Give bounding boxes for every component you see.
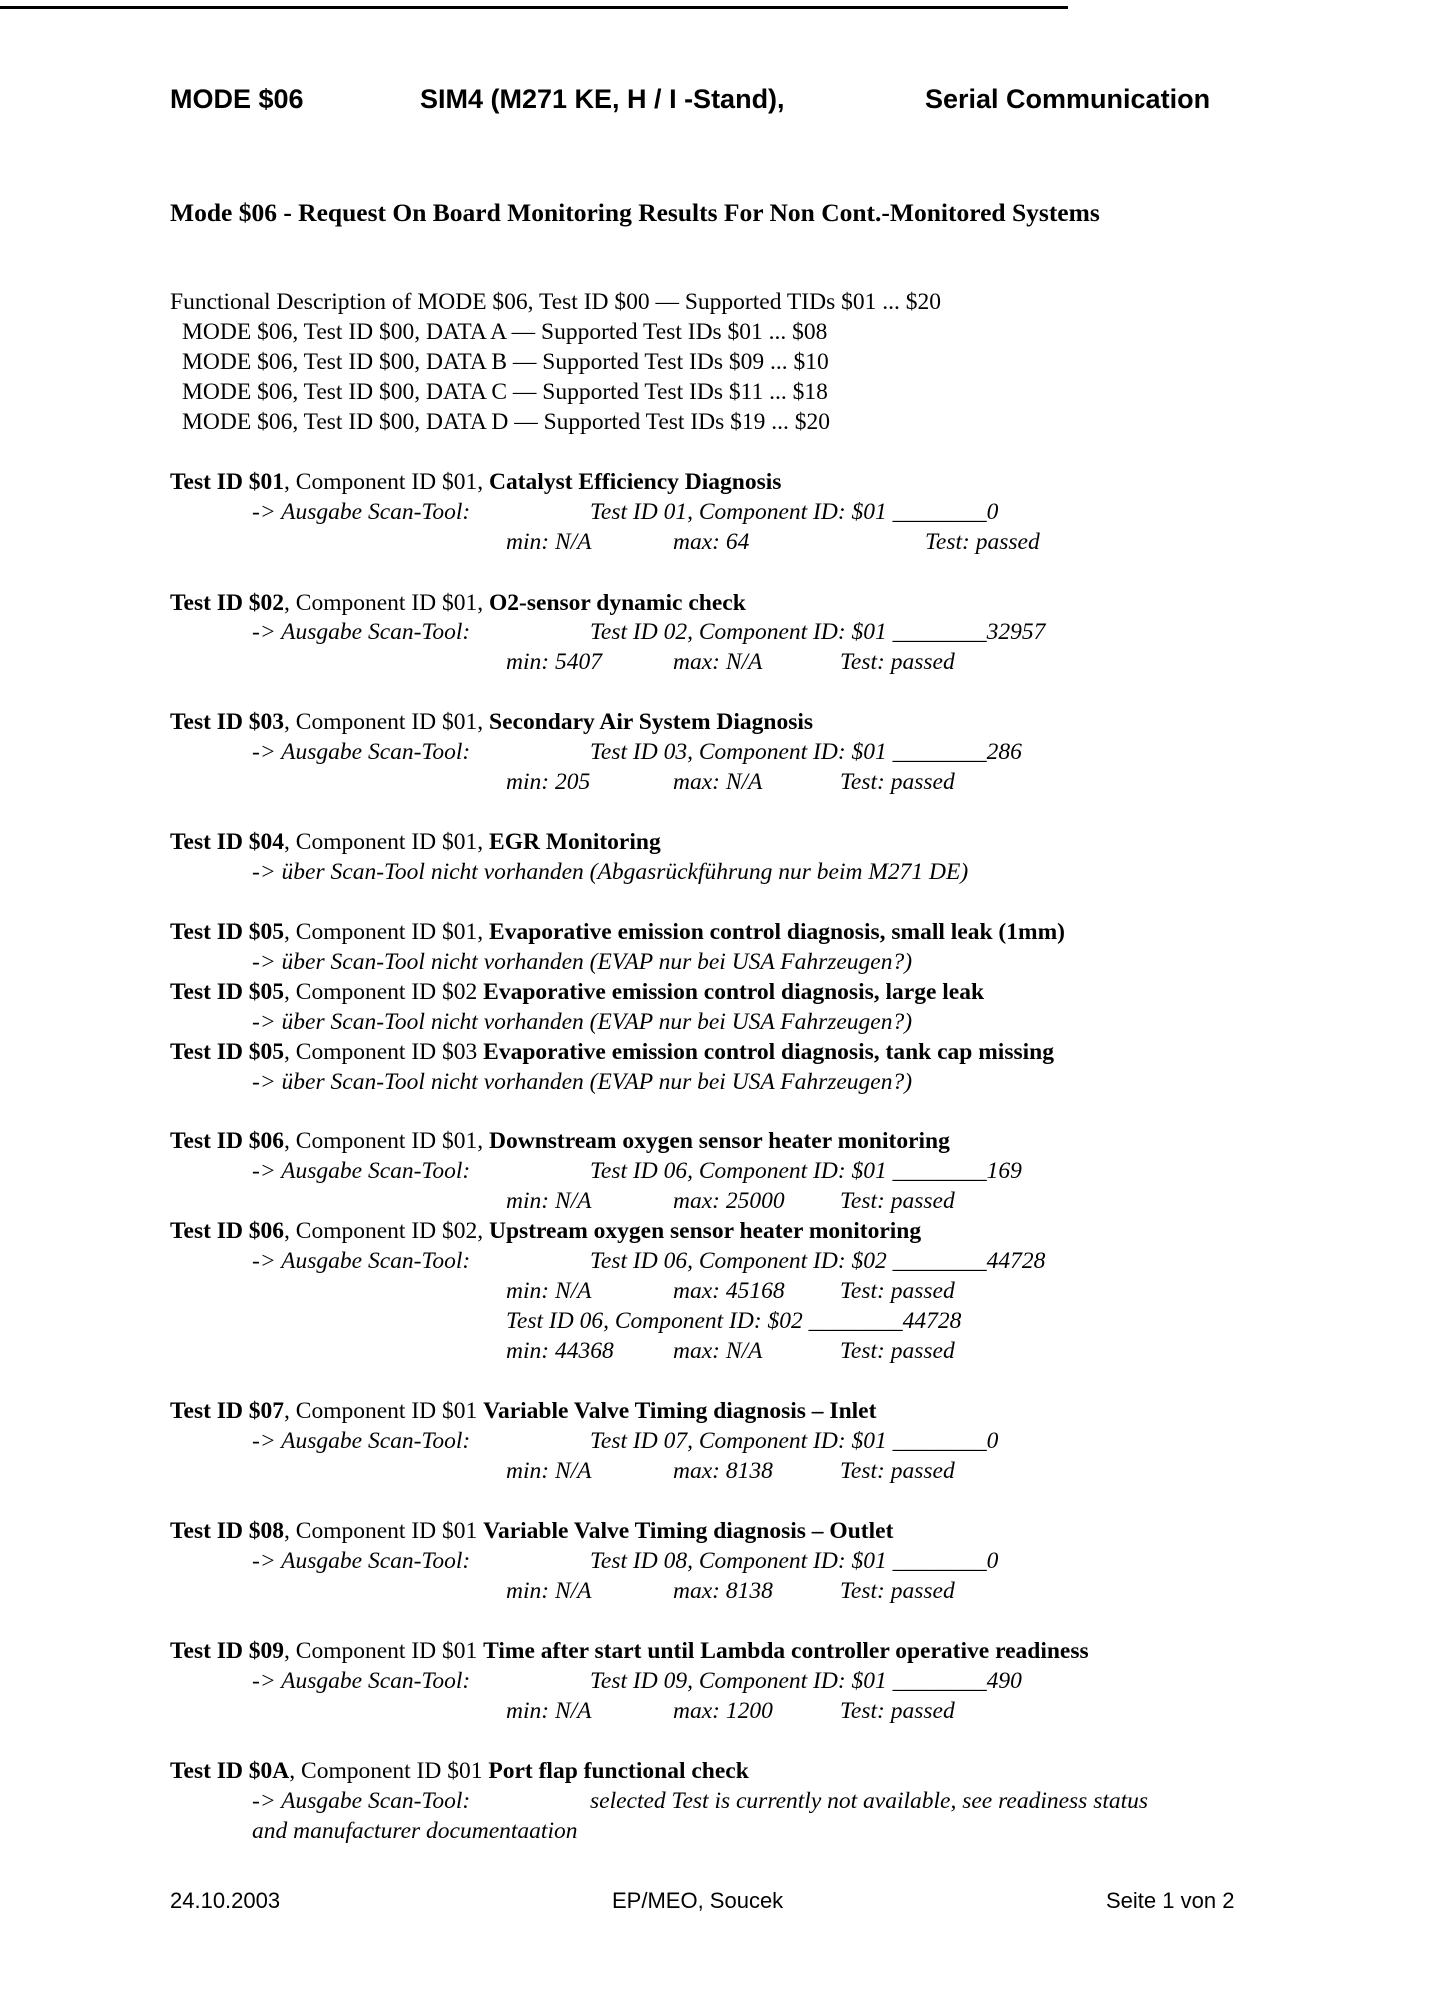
max-value: max: 64 [673, 529, 750, 555]
min-value: min: N/A [506, 529, 592, 555]
min-value: min: N/A [506, 1458, 592, 1484]
functional-line: MODE $06, Test ID $00, DATA D — Supported Test IDs $19 ... $20 [182, 409, 831, 435]
test-result: Test: passed [840, 1338, 955, 1364]
max-value: max: 1200 [673, 1698, 773, 1724]
footer-date: 24.10.2003 [170, 1888, 281, 1913]
scan-tool-output-continued: and manufacturer documentaation [252, 1818, 578, 1844]
test-heading: Test ID $06, Component ID $02, Upstream oxygen sensor heater monitoring [170, 1218, 922, 1244]
scan-tool-output: Test ID 01, Component ID: $01 ________0 [590, 499, 999, 525]
scan-tool-label: -> Ausgabe Scan-Tool: [252, 619, 471, 645]
min-value: min: N/A [506, 1188, 592, 1214]
test-result: Test: passed [840, 769, 955, 795]
min-value: min: N/A [506, 1578, 592, 1604]
test-heading: Test ID $0A, Component ID $01 Port flap functional check [170, 1758, 749, 1784]
scan-tool-output: Test ID 08, Component ID: $01 ________0 [590, 1548, 999, 1574]
scan-tool-label: -> Ausgabe Scan-Tool: [252, 1548, 471, 1574]
scan-tool-output: Test ID 06, Component ID: $02 ________44728 [506, 1308, 962, 1334]
max-value: max: 8138 [673, 1458, 773, 1484]
scan-tool-output: Test ID 06, Component ID: $02 ________44728 [590, 1248, 1046, 1274]
scan-tool-output: selected Test is currently not available, see readiness status [590, 1788, 1149, 1814]
test-result: Test: passed [840, 1188, 955, 1214]
min-value: min: 5407 [506, 649, 602, 675]
scan-tool-label: -> Ausgabe Scan-Tool: [252, 739, 471, 765]
test-result: Test: passed [840, 1698, 955, 1724]
test-result: Test: passed [840, 1278, 955, 1304]
footer-author: EP/MEO, Soucek [612, 1888, 784, 1913]
max-value: max: 45168 [673, 1278, 785, 1304]
scan-tool-output: Test ID 02, Component ID: $01 ________32957 [590, 619, 1046, 645]
functional-line: MODE $06, Test ID $00, DATA A — Supported Test IDs $01 ... $08 [182, 319, 828, 345]
min-value: min: 205 [506, 769, 591, 795]
test-heading: Test ID $01, Component ID $01, Catalyst Efficiency Diagnosis [170, 469, 782, 495]
header-mode: MODE $06 [170, 84, 304, 114]
scan-tool-label: -> Ausgabe Scan-Tool: [252, 1158, 471, 1184]
test-heading: Test ID $02, Component ID $01, O2-sensor dynamic check [170, 590, 746, 616]
test-heading: Test ID $09, Component ID $01 Time after start until Lambda controller operative readiness [170, 1638, 1089, 1664]
scan-tool-label: -> Ausgabe Scan-Tool: [252, 1428, 471, 1454]
test-result: Test: passed [840, 1578, 955, 1604]
max-value: max: 25000 [673, 1188, 785, 1214]
test-note: -> über Scan-Tool nicht vorhanden (Abgasrückführung nur beim M271 DE) [252, 859, 969, 885]
min-value: min: N/A [506, 1698, 592, 1724]
scan-tool-output: Test ID 03, Component ID: $01 ________286 [590, 739, 1022, 765]
test-heading: Test ID $05, Component ID $01, Evaporative emission control diagnosis, small leak (1mm) [170, 919, 1065, 945]
header-topic: Serial Communication [925, 84, 1211, 114]
functional-line: MODE $06, Test ID $00, DATA C — Supported Test IDs $11 ... $18 [182, 379, 828, 405]
scan-tool-label: -> Ausgabe Scan-Tool: [252, 1788, 471, 1814]
test-heading: Test ID $03, Component ID $01, Secondary Air System Diagnosis [170, 709, 814, 735]
top-rule [0, 6, 1068, 9]
max-value: max: N/A [673, 1338, 763, 1364]
test-note: -> über Scan-Tool nicht vorhanden (EVAP nur bei USA Fahrzeugen?) [252, 1009, 913, 1035]
functional-main: Functional Description of MODE $06, Test ID $00 — Supported TIDs $01 ... $20 [170, 289, 941, 315]
min-value: min: 44368 [506, 1338, 614, 1364]
max-value: max: N/A [673, 769, 763, 795]
header-system: SIM4 (M271 KE, H / I -Stand), [420, 84, 785, 114]
max-value: max: N/A [673, 649, 763, 675]
test-heading: Test ID $05, Component ID $03 Evaporative emission control diagnosis, tank cap missing [170, 1039, 1054, 1065]
test-note: -> über Scan-Tool nicht vorhanden (EVAP nur bei USA Fahrzeugen?) [252, 949, 913, 975]
scan-tool-label: -> Ausgabe Scan-Tool: [252, 1668, 471, 1694]
test-heading: Test ID $05, Component ID $02 Evaporative emission control diagnosis, large leak [170, 979, 985, 1005]
test-heading: Test ID $04, Component ID $01, EGR Monitoring [170, 829, 661, 855]
footer-page: Seite 1 von 2 [1106, 1888, 1235, 1913]
test-result: Test: passed [925, 529, 1040, 555]
test-heading: Test ID $06, Component ID $01, Downstream oxygen sensor heater monitoring [170, 1128, 950, 1154]
test-heading: Test ID $08, Component ID $01 Variable Valve Timing diagnosis – Outlet [170, 1518, 894, 1544]
test-result: Test: passed [840, 1458, 955, 1484]
test-result: Test: passed [840, 649, 955, 675]
test-note: -> über Scan-Tool nicht vorhanden (EVAP nur bei USA Fahrzeugen?) [252, 1069, 913, 1095]
test-heading: Test ID $07, Component ID $01 Variable Valve Timing diagnosis – Inlet [170, 1398, 877, 1424]
scan-tool-output: Test ID 09, Component ID: $01 ________490 [590, 1668, 1022, 1694]
scan-tool-label: -> Ausgabe Scan-Tool: [252, 1248, 471, 1274]
scan-tool-label: -> Ausgabe Scan-Tool: [252, 499, 471, 525]
page-title: Mode $06 - Request On Board Monitoring Results For Non Cont.-Monitored Systems [170, 198, 1100, 227]
scan-tool-output: Test ID 07, Component ID: $01 ________0 [590, 1428, 999, 1454]
max-value: max: 8138 [673, 1578, 773, 1604]
functional-line: MODE $06, Test ID $00, DATA B — Supported Test IDs $09 ... $10 [182, 349, 829, 375]
min-value: min: N/A [506, 1278, 592, 1304]
scan-tool-output: Test ID 06, Component ID: $01 ________169 [590, 1158, 1022, 1184]
